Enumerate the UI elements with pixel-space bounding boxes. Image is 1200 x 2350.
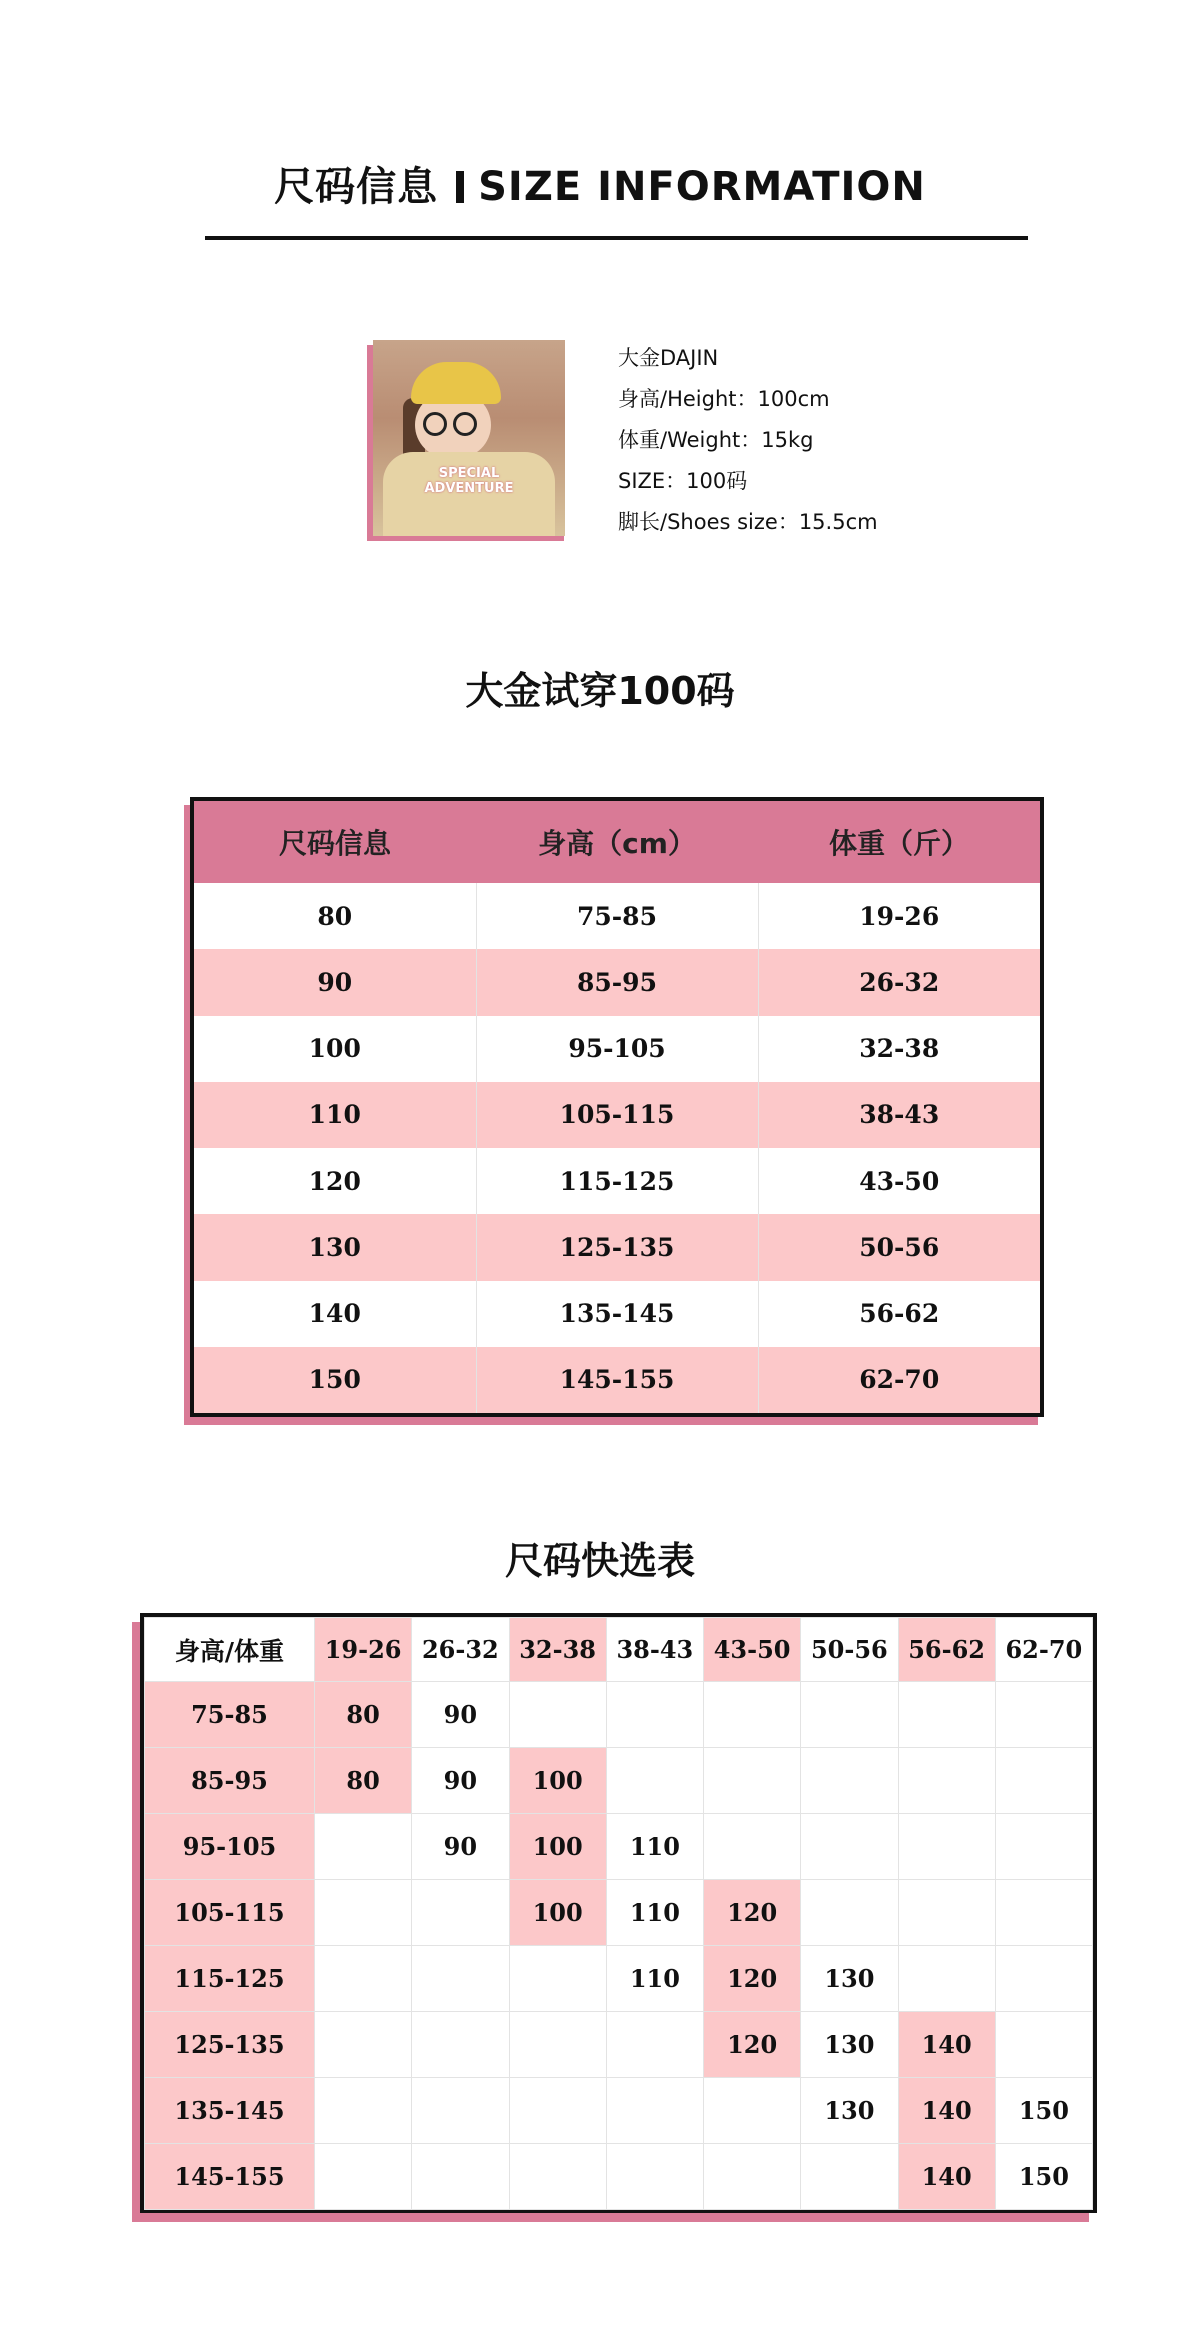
size-cell: 120 xyxy=(194,1148,476,1214)
table-row xyxy=(145,1682,1093,1748)
size-cell: 120 xyxy=(704,1946,801,2012)
size-cell: 140 xyxy=(898,2078,995,2144)
size-cell: 120 xyxy=(704,2012,801,2078)
size-cell: 130 xyxy=(194,1214,476,1280)
title-divider xyxy=(205,236,1028,240)
table-row xyxy=(145,1814,1093,1880)
empty-cell xyxy=(995,1682,1092,1748)
weight-column-header: 43-50 xyxy=(704,1618,801,1682)
weight-cell: 62-70 xyxy=(758,1347,1040,1413)
weight-cell: 50-56 xyxy=(758,1214,1040,1280)
empty-cell xyxy=(898,1880,995,1946)
height-cell: 85-95 xyxy=(476,949,758,1015)
empty-cell xyxy=(509,1682,606,1748)
page-title xyxy=(0,155,1200,212)
size-cell: 120 xyxy=(704,1880,801,1946)
size-table xyxy=(190,797,1044,1417)
weight-column-header: 50-56 xyxy=(801,1618,898,1682)
empty-cell xyxy=(315,1880,412,1946)
header-height: 身高（cm） xyxy=(476,801,758,883)
model-info xyxy=(618,338,878,543)
empty-cell xyxy=(412,2012,509,2078)
size-cell: 80 xyxy=(315,1682,412,1748)
empty-cell xyxy=(606,1748,703,1814)
empty-cell xyxy=(995,1814,1092,1880)
empty-cell xyxy=(606,2144,703,2210)
table-row xyxy=(194,883,1040,949)
table-row xyxy=(145,2078,1093,2144)
height-row-header: 85-95 xyxy=(145,1748,315,1814)
title-separator xyxy=(456,171,464,203)
model-height: 身高/Height：100cm xyxy=(618,387,830,411)
height-cell: 145-155 xyxy=(476,1347,758,1413)
height-cell: 95-105 xyxy=(476,1016,758,1082)
trial-title: 大金试穿100码 xyxy=(465,669,735,713)
empty-cell xyxy=(704,1682,801,1748)
empty-cell xyxy=(315,2012,412,2078)
empty-cell xyxy=(315,2144,412,2210)
size-cell: 80 xyxy=(194,883,476,949)
empty-cell xyxy=(801,1814,898,1880)
weight-cell: 32-38 xyxy=(859,1034,940,1064)
empty-cell xyxy=(898,1682,995,1748)
weight-column-header: 19-26 xyxy=(315,1618,412,1682)
weight-cell: 19-26 xyxy=(859,901,940,931)
weight-column-header: 62-70 xyxy=(995,1618,1092,1682)
size-cell: 100 xyxy=(509,1748,606,1814)
weight-column-header: 26-32 xyxy=(412,1618,509,1682)
empty-cell xyxy=(315,1814,412,1880)
empty-cell xyxy=(995,2012,1092,2078)
weight-cell: 56-62 xyxy=(859,1299,940,1329)
empty-cell xyxy=(315,2078,412,2144)
empty-cell xyxy=(801,1682,898,1748)
model-photo xyxy=(373,340,565,536)
table-row xyxy=(194,1281,1040,1347)
size-cell: 140 xyxy=(898,2012,995,2078)
empty-cell xyxy=(509,1946,606,2012)
size-cell: 110 xyxy=(606,1814,703,1880)
empty-cell xyxy=(898,1814,995,1880)
weight-cell: 38-43 xyxy=(758,1082,1040,1148)
empty-cell xyxy=(995,1880,1092,1946)
page-title-cn: 尺码信息 xyxy=(274,164,439,210)
empty-cell xyxy=(704,2144,801,2210)
size-cell: 130 xyxy=(801,1946,898,2012)
height-cell: 75-85 xyxy=(476,883,758,949)
empty-cell xyxy=(704,1814,801,1880)
corner-label: 身高/体重 xyxy=(145,1618,315,1682)
empty-cell xyxy=(606,2078,703,2144)
empty-cell xyxy=(801,1880,898,1946)
size-cell: 150 xyxy=(995,2078,1092,2144)
size-cell: 100 xyxy=(509,1814,606,1880)
weight-column-header: 56-62 xyxy=(898,1618,995,1682)
height-row-header: 75-85 xyxy=(145,1682,315,1748)
page-title-en: SIZE INFORMATION xyxy=(478,164,926,210)
weight-column-header: 32-38 xyxy=(509,1618,606,1682)
size-cell: 90 xyxy=(412,1682,509,1748)
weight-column-header: 38-43 xyxy=(606,1618,703,1682)
size-cell: 130 xyxy=(801,2012,898,2078)
empty-cell xyxy=(801,2144,898,2210)
size-cell: 150 xyxy=(995,2144,1092,2210)
size-cell: 110 xyxy=(606,1946,703,2012)
empty-cell xyxy=(801,1748,898,1814)
height-cell: 115-125 xyxy=(476,1148,758,1214)
table-row xyxy=(194,1214,1040,1280)
empty-cell xyxy=(315,1946,412,2012)
height-cell: 105-115 xyxy=(476,1082,758,1148)
empty-cell xyxy=(898,1748,995,1814)
empty-cell xyxy=(509,2078,606,2144)
table-row xyxy=(194,949,1040,1015)
table-row xyxy=(194,1082,1040,1148)
model-size: SIZE：100码 xyxy=(618,469,748,493)
empty-cell xyxy=(704,2078,801,2144)
empty-cell xyxy=(606,2012,703,2078)
height-row-header: 145-155 xyxy=(145,2144,315,2210)
height-row-header: 135-145 xyxy=(145,2078,315,2144)
header-weight: 体重（斤） xyxy=(758,801,1040,883)
empty-cell xyxy=(509,2144,606,2210)
size-cell: 140 xyxy=(898,2144,995,2210)
quick-table-header xyxy=(145,1618,1093,1682)
table-row xyxy=(145,1946,1093,2012)
size-cell: 80 xyxy=(315,1748,412,1814)
empty-cell xyxy=(412,2078,509,2144)
shirt-print: SPECIAL ADVENTURE xyxy=(424,466,514,496)
table-row xyxy=(145,2144,1093,2210)
model-name: 大金DAJIN xyxy=(618,346,719,370)
empty-cell xyxy=(412,2144,509,2210)
size-cell: 110 xyxy=(194,1082,476,1148)
table-row xyxy=(145,1880,1093,1946)
height-cell: 125-135 xyxy=(476,1214,758,1280)
size-cell: 110 xyxy=(606,1880,703,1946)
size-cell: 150 xyxy=(194,1347,476,1413)
size-cell: 100 xyxy=(509,1880,606,1946)
size-cell: 130 xyxy=(801,2078,898,2144)
quick-select-title: 尺码快选表 xyxy=(504,1539,695,1583)
table-row xyxy=(194,1016,1040,1082)
empty-cell xyxy=(995,1748,1092,1814)
height-row-header: 105-115 xyxy=(145,1880,315,1946)
size-cell: 100 xyxy=(194,1016,476,1082)
size-cell: 90 xyxy=(412,1814,509,1880)
height-row-header: 95-105 xyxy=(145,1814,315,1880)
height-cell: 135-145 xyxy=(476,1281,758,1347)
empty-cell xyxy=(606,1682,703,1748)
height-row-header: 125-135 xyxy=(145,2012,315,2078)
header-size: 尺码信息 xyxy=(194,801,476,883)
height-row-header: 115-125 xyxy=(145,1946,315,2012)
weight-cell: 43-50 xyxy=(859,1166,940,1196)
model-weight: 体重/Weight：15kg xyxy=(618,428,814,452)
table-row xyxy=(145,1748,1093,1814)
model-shoe-size: 脚长/Shoes size：15.5cm xyxy=(618,510,878,534)
empty-cell xyxy=(509,2012,606,2078)
empty-cell xyxy=(995,1946,1092,2012)
size-table-header xyxy=(194,801,1040,883)
size-cell: 90 xyxy=(412,1748,509,1814)
empty-cell xyxy=(898,1946,995,2012)
table-row xyxy=(145,2012,1093,2078)
size-cell: 90 xyxy=(194,949,476,1015)
empty-cell xyxy=(412,1880,509,1946)
table-row xyxy=(194,1347,1040,1413)
empty-cell xyxy=(704,1748,801,1814)
empty-cell xyxy=(412,1946,509,2012)
quick-select-table xyxy=(140,1613,1097,2213)
table-row xyxy=(194,1148,1040,1214)
size-cell: 140 xyxy=(194,1281,476,1347)
weight-cell: 26-32 xyxy=(758,949,1040,1015)
